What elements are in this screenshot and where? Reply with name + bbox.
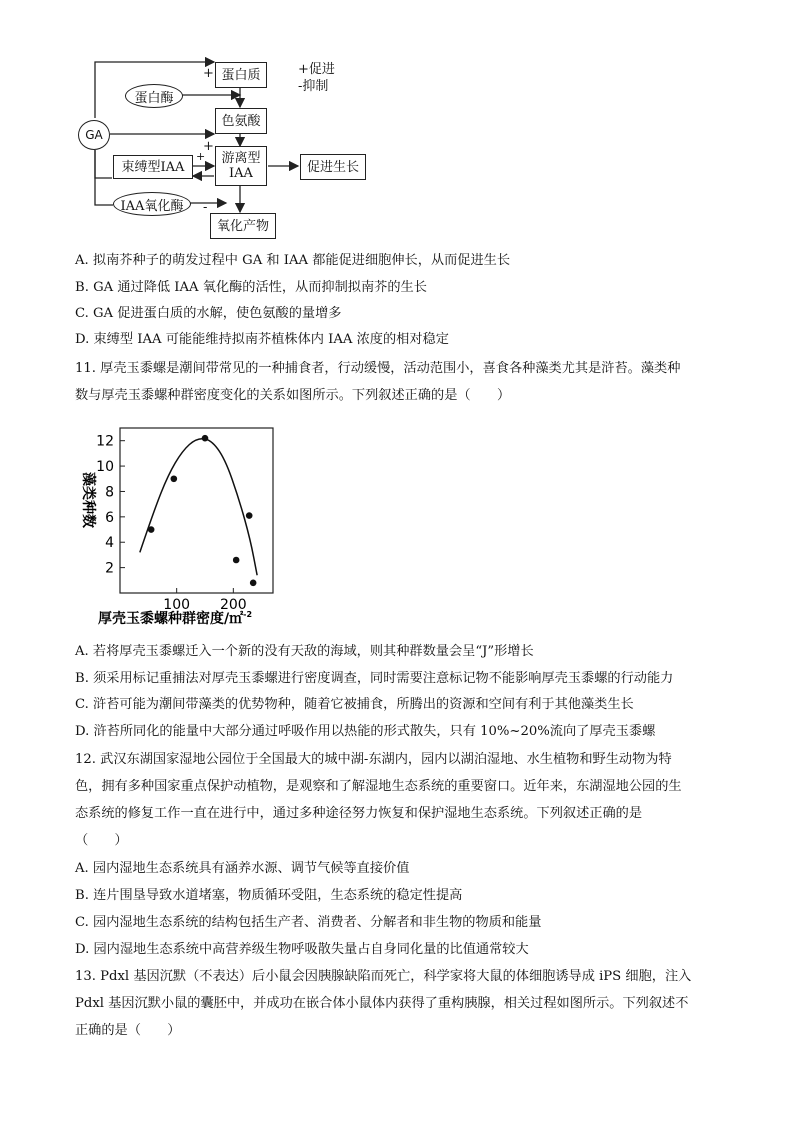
q12-stem-line3: 态系统的修复工作一直在进行中，通过多种途径努力恢复和保护湿地生态系统。下列叙述正确的是 — [75, 806, 643, 821]
data-point — [202, 435, 209, 442]
promote-growth-box: 促进生长 — [300, 154, 366, 180]
q12-option-b: B. 连片围垦导致水道堵塞，物质循环受阻，生态系统的稳定性提高 — [75, 888, 463, 903]
free-iaa-label-2: IAA — [229, 166, 253, 181]
q10-option-c: C. GA 促进蛋白质的水解，使色氨酸的量增多 — [75, 306, 342, 321]
x-axis-label: 厚壳玉黍螺种群密度/㎡$^{-2}$ — [98, 610, 253, 627]
y-tick-label: 10 — [96, 459, 114, 476]
y-tick-label: 2 — [105, 560, 114, 577]
q11-option-b: B. 须采用标记重捕法对厚壳玉黍螺进行密度调查，同时需要注意标记物不能影响厚壳玉黍螺的行动能力 — [75, 671, 674, 686]
data-point — [246, 512, 253, 519]
q10-option-b: B. GA 通过降低 IAA 氧化酶的活性，从而抑制拟南芥的生长 — [75, 280, 427, 295]
q12-stem-line2: 色，拥有多种国家重点保护动植物，是观察和了解湿地生态系统的重要窗口。近年来，东湖湿地公园的生 — [75, 779, 682, 794]
trend-curve — [140, 439, 257, 576]
q11-option-d: D. 浒苔所同化的能量中大部分通过呼吸作用以热能的形式散失，只有 10%~20%流向了厚壳玉黍螺 — [75, 724, 656, 739]
minus-sign-oxidase: - — [203, 200, 208, 215]
y-tick-label: 4 — [105, 535, 114, 552]
y-tick-label: 8 — [105, 484, 114, 501]
y-axis-label: 藻类种数 — [80, 472, 96, 528]
oxidation-product-box: 氧化产物 — [210, 213, 276, 239]
plus-sign-free-iaa: + — [203, 139, 214, 154]
pathway-connectors — [0, 0, 400, 250]
q11-stem-line2: 数与厚壳玉黍螺种群密度变化的关系如图所示。下列叙述正确的是（ ） — [75, 388, 511, 403]
plus-sign-protein: + — [203, 66, 214, 81]
q12-option-c: C. 园内湿地生态系统的结构包括生产者、消费者、分解者和非生物的物质和能量 — [75, 915, 542, 930]
x-tick-label: 200 — [219, 597, 247, 613]
q13-stem-line3: 正确的是（ ） — [75, 1023, 181, 1038]
bound-iaa-box: 束缚型IAA — [113, 155, 193, 179]
data-point — [233, 557, 240, 564]
y-tick-label: 6 — [105, 509, 114, 526]
data-point — [171, 475, 178, 482]
q11-option-c: C. 浒苔可能为潮间带藻类的优势物种，随着它被捕食，所腾出的资源和空间有利于其他藻类生长 — [75, 697, 634, 712]
free-iaa-box — [215, 146, 267, 186]
q10-option-d: D. 束缚型 IAA 可能能维持拟南芥植株体内 IAA 浓度的相对稳定 — [75, 332, 449, 347]
q12-stem-line1: 12. 武汉东湖国家湿地公园位于全国最大的城中湖-东湖内，园内以湖泊湿地、水生植物和野生动物为特 — [75, 752, 672, 767]
q12-option-a: A. 园内湿地生态系统具有涵养水源、调节气候等直接价值 — [75, 861, 410, 876]
q13-stem-line2: Pdxl 基因沉默小鼠的囊胚中，并成功在嵌合体小鼠体内获得了重构胰腺，相关过程如图所示。下列叙述不 — [75, 996, 689, 1011]
y-tick-label: 12 — [96, 433, 114, 450]
data-point — [250, 580, 257, 587]
algae-density-chart — [70, 420, 310, 630]
q10-option-a: A. 拟南芥种子的萌发过程中 GA 和 IAA 都能促进细胞伸长，从而促进生长 — [75, 253, 511, 268]
q11-stem-line1: 11. 厚壳玉黍螺是潮间带常见的一种捕食者，行动缓慢，活动范围小，喜食各种藻类尤其是浒苔。藻类种 — [75, 361, 681, 376]
q12-option-d: D. 园内湿地生态系统中高营养级生物呼吸散失量占自身同化量的比值通常较大 — [75, 942, 529, 957]
q12-stem-line4: （ ） — [75, 833, 128, 848]
tryptophan-box: 色氨酸 — [215, 108, 267, 134]
unit-superscript: -2 — [243, 610, 253, 619]
chart-plot-frame — [120, 428, 273, 593]
legend-inhibit: -抑制 — [298, 79, 329, 94]
ga-circle: GA — [78, 120, 110, 150]
legend-promote: +促进 — [298, 62, 335, 77]
iaa-oxidase-oval: IAA氧化酶 — [113, 192, 191, 216]
free-iaa-label-1: 游离型 — [221, 151, 261, 166]
plus-sign-bound-iaa: + — [196, 150, 206, 163]
protease-oval: 蛋白酶 — [125, 84, 183, 108]
q11-option-a: A. 若将厚壳玉黍螺迁入一个新的没有天敌的海域，则其种群数量会呈“J”形增长 — [75, 644, 534, 659]
data-point — [148, 526, 155, 533]
q13-stem-line1: 13. Pdxl 基因沉默（不表达）后小鼠会因胰腺缺陷而死亡，科学家将大鼠的体细胞诱导成 iPS 细胞，注入 — [75, 969, 692, 984]
protein-box: 蛋白质 — [215, 62, 267, 88]
x-tick-label: 100 — [163, 597, 191, 613]
